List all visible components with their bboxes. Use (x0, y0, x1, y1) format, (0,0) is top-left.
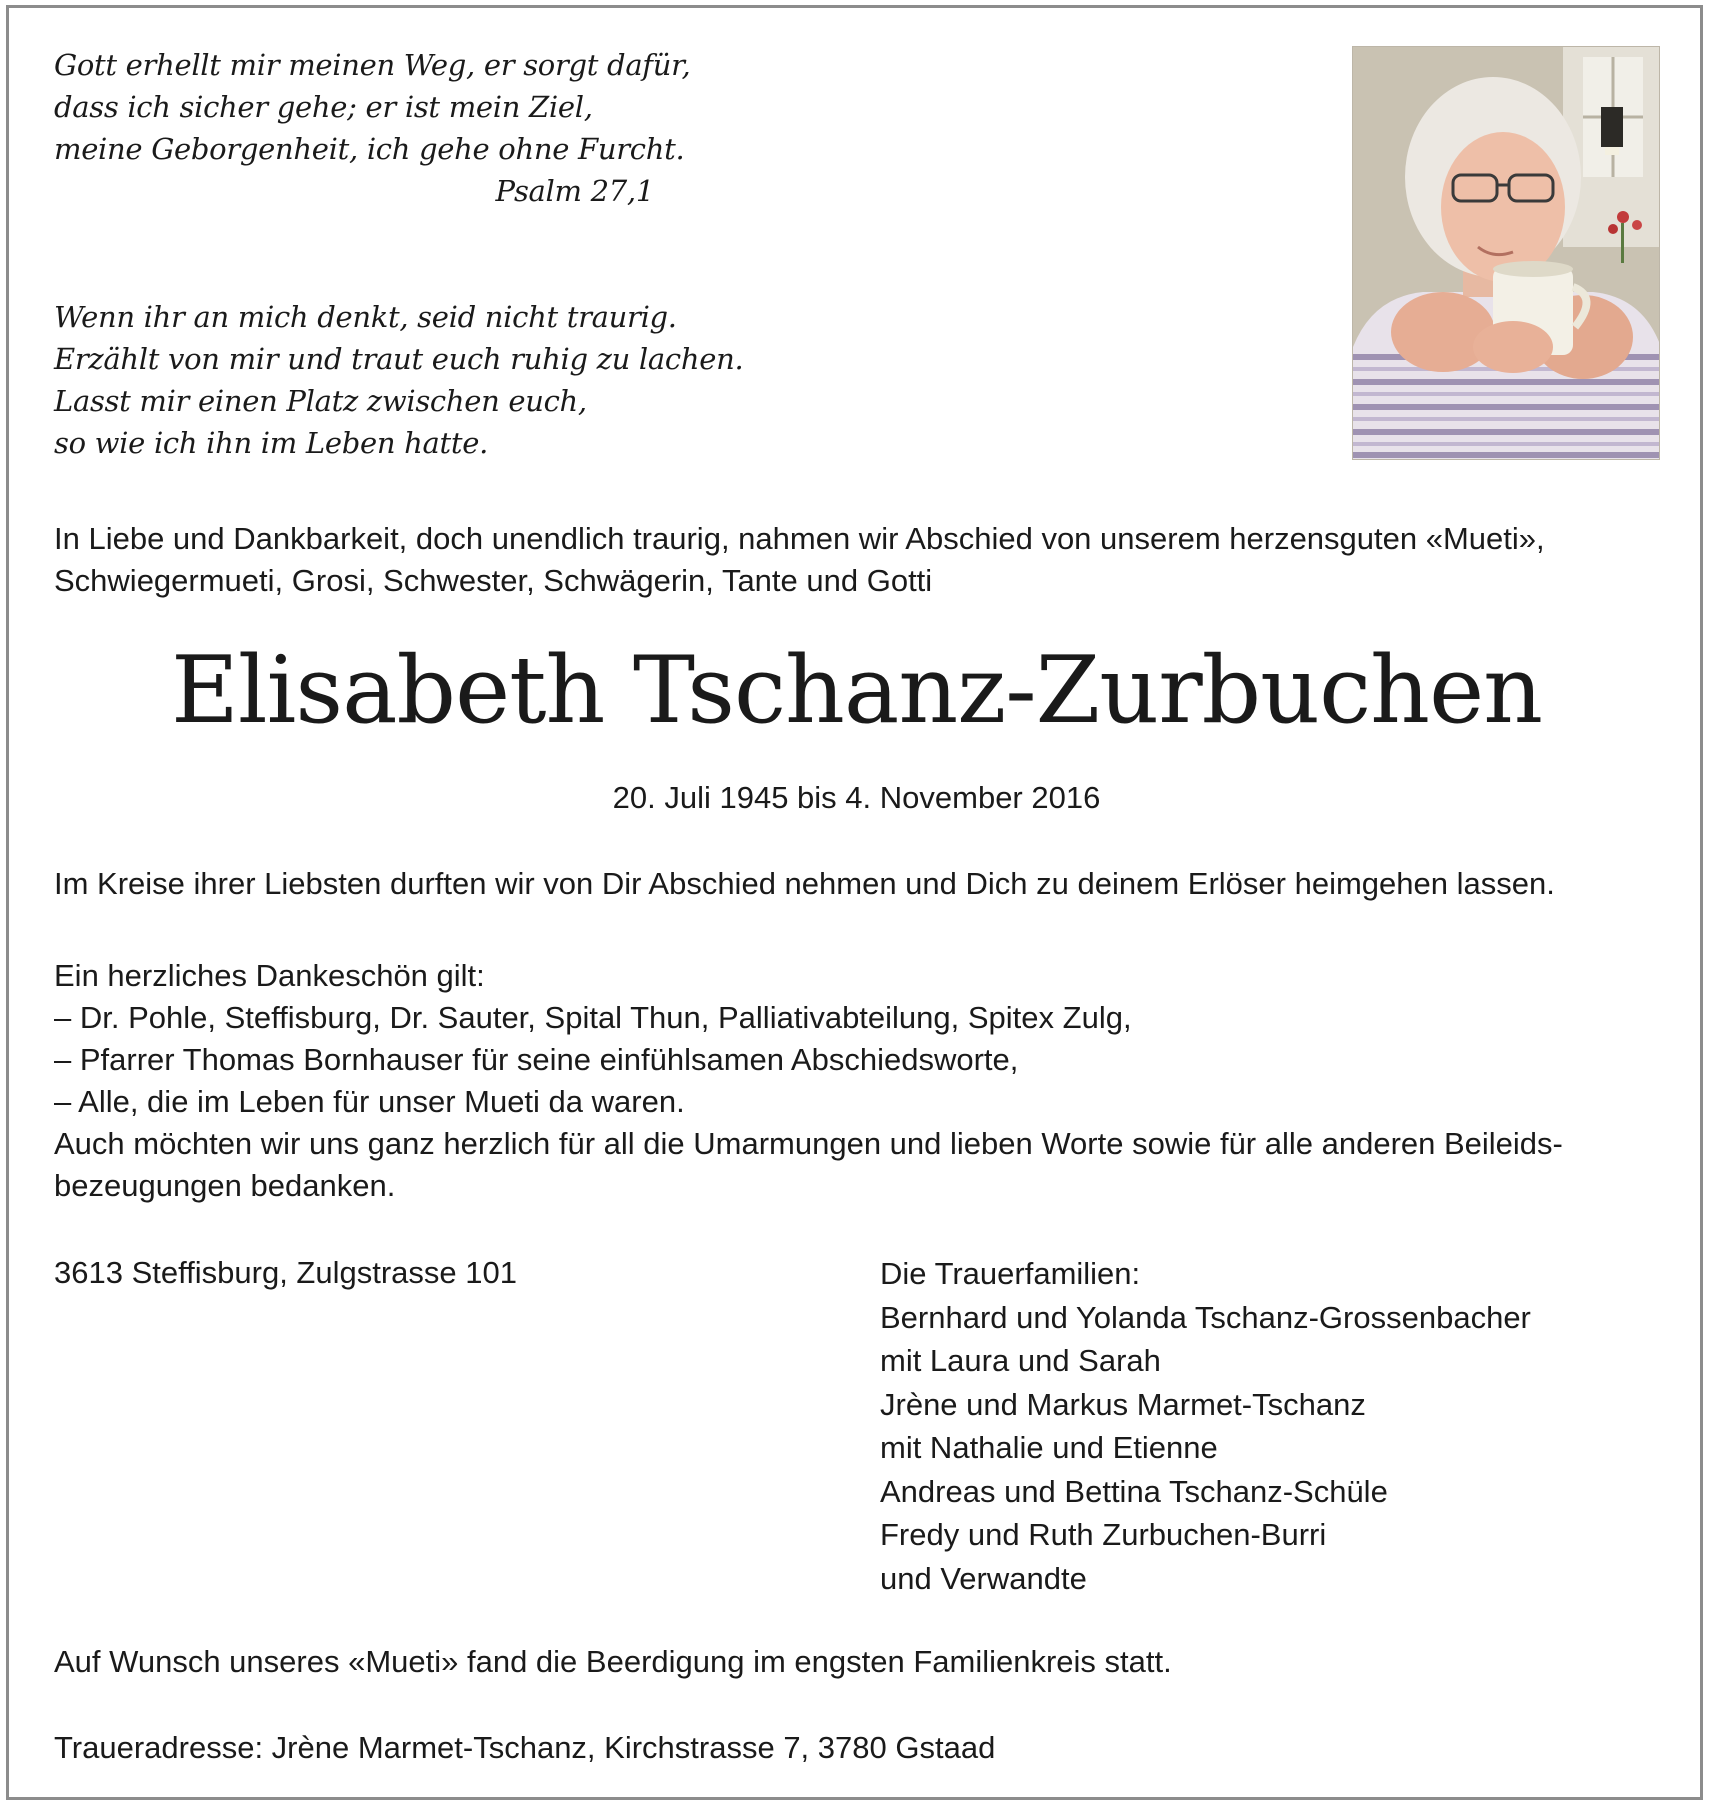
life-dates: 20. Juli 1945 bis 4. November 2016 (612, 780, 1101, 815)
thanks-line: Auch möchten wir uns ganz herzlich für all die Umarmungen und lieben Worte sowie für alle anderen Beileids- (54, 1126, 1563, 1161)
family-line: Andreas und Bettina Tschanz-Schüle (880, 1473, 1388, 1509)
farewell-text: Im Kreise ihrer Liebsten durften wir von Dir Abschied nehmen und Dich zu deinem Erlöser heimgehen lassen. (54, 866, 1555, 901)
verse-line: Gott erhellt mir meinen Weg, er sorgt dafür, (54, 48, 691, 82)
verse-line: Wenn ihr an mich denkt, seid nicht traurig. (54, 300, 677, 334)
psalm-citation: Psalm 27,1 (495, 174, 654, 208)
family-line: Fredy und Ruth Zurbuchen-Burri (880, 1517, 1327, 1552)
thanks-line: bezeugungen bedanken. (54, 1168, 396, 1203)
family-line: und Verwandte (880, 1560, 1087, 1596)
family-line: mit Nathalie und Etienne (880, 1430, 1218, 1465)
verse-line: dass ich sicher gehe; er ist mein Ziel, (54, 90, 593, 124)
family-line: mit Laura und Sarah (880, 1343, 1161, 1378)
thanks-line: Ein herzliches Dankeschön gilt: (54, 958, 485, 993)
verse-line: so wie ich ihn im Leben hatte. (54, 426, 488, 460)
burial-note: Auf Wunsch unseres «Mueti» fand die Beerdigung im engsten Familienkreis statt. (54, 1644, 1172, 1679)
memorial-verse (54, 296, 774, 464)
deceased-name: Elisabeth Tschanz-Zurbuchen (171, 636, 1542, 744)
family-line: Jrène und Markus Marmet-Tschanz (880, 1386, 1366, 1422)
portrait-photo (1352, 46, 1660, 460)
intro-text (54, 518, 1545, 602)
verse-line: Erzählt von mir und traut euch ruhig zu lachen. (54, 342, 744, 376)
family-line: Bernhard und Yolanda Tschanz-Grossenbacher (880, 1299, 1531, 1335)
thanks-line: – Dr. Pohle, Steffisburg, Dr. Sauter, Spital Thun, Palliativabteilung, Spitex Zulg, (54, 1000, 1132, 1035)
psalm-verse (54, 44, 691, 212)
mourning-families (880, 1252, 1531, 1600)
mourning-address: Traueradresse: Jrène Marmet-Tschanz, Kirchstrasse 7, 3780 Gstaad (54, 1730, 996, 1765)
verse-line: meine Geborgenheit, ich gehe ohne Furcht. (54, 132, 685, 166)
intro-line: Schwiegermueti, Grosi, Schwester, Schwägerin, Tante und Gotti (54, 563, 933, 598)
thanks-line: – Pfarrer Thomas Bornhauser für seine einfühlsamen Abschiedsworte, (54, 1042, 1019, 1077)
verse-line: Lasst mir einen Platz zwischen euch, (54, 384, 587, 418)
families-heading: Die Trauerfamilien: (880, 1256, 1141, 1291)
home-address: 3613 Steffisburg, Zulgstrasse 101 (54, 1255, 517, 1290)
thanks-section (54, 955, 1563, 1207)
thanks-line: – Alle, die im Leben für unser Mueti da waren. (54, 1084, 685, 1119)
intro-line: In Liebe und Dankbarkeit, doch unendlich traurig, nahmen wir Abschied von unserem herzensguten «Mueti», (54, 521, 1545, 556)
